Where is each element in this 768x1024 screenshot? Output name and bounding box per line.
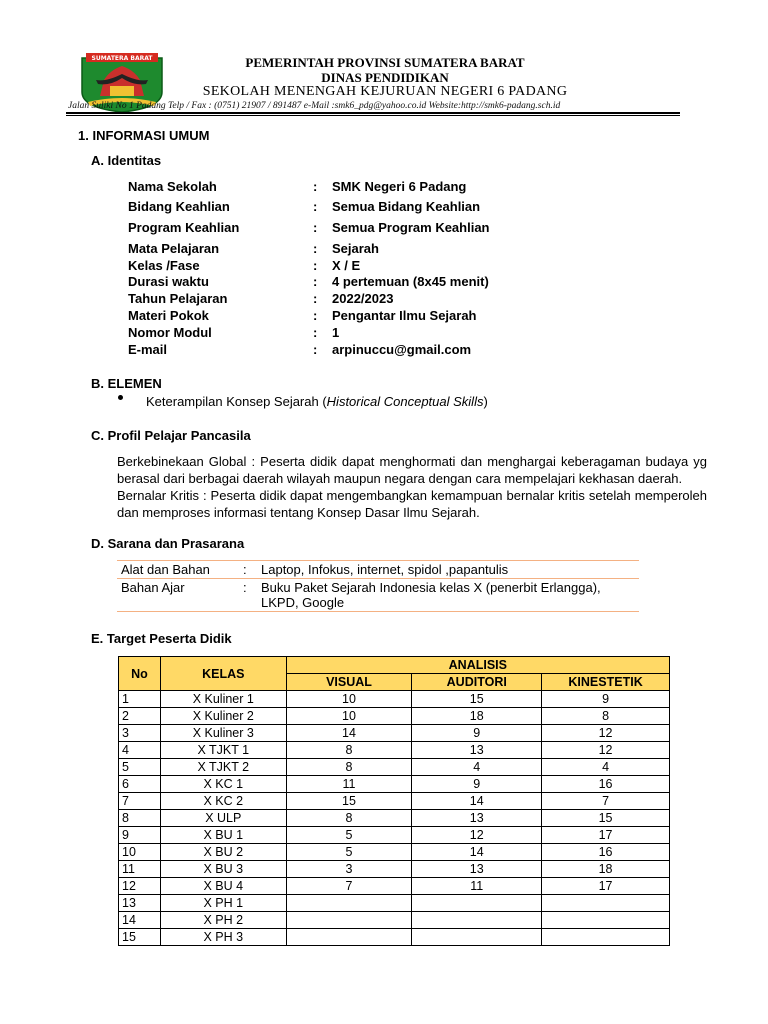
cell-kinestetik: 4 (542, 759, 670, 776)
cell-no: 1 (119, 691, 161, 708)
cell-kelas: X Kuliner 2 (160, 708, 286, 725)
sarana-value: Laptop, Infokus, internet, spidol ,papantulis (257, 561, 639, 579)
cell-no: 10 (119, 844, 161, 861)
profil-heading: C. Profil Pelajar Pancasila (91, 428, 251, 443)
identitas-sep: : (313, 179, 318, 194)
cell-no: 14 (119, 912, 161, 929)
identitas-label: E-mail (128, 342, 168, 357)
elemen-item-italic: Historical Conceptual Skills (326, 394, 484, 409)
table-row (119, 827, 670, 844)
cell-auditori (412, 895, 542, 912)
cell-auditori: 14 (412, 793, 542, 810)
cell-kelas: X ULP (160, 810, 286, 827)
elemen-heading: B. ELEMEN (91, 376, 162, 391)
target-table (118, 656, 670, 946)
identitas-sep: : (313, 199, 318, 214)
table-row (119, 810, 670, 827)
table-row (119, 912, 670, 929)
table-row (117, 561, 639, 579)
identitas-label: Durasi waktu (128, 274, 209, 289)
table-row (119, 708, 670, 725)
sarana-heading: D. Sarana dan Prasarana (91, 536, 245, 551)
cell-auditori: 4 (412, 759, 542, 776)
table-row (119, 742, 670, 759)
cell-no: 6 (119, 776, 161, 793)
cell-visual: 7 (286, 878, 412, 895)
header-no: No (119, 657, 161, 691)
cell-kelas: X TJKT 2 (160, 759, 286, 776)
cell-kelas: X PH 2 (160, 912, 286, 929)
table-row (119, 691, 670, 708)
cell-auditori: 9 (412, 776, 542, 793)
cell-visual: 3 (286, 861, 412, 878)
cell-kinestetik: 12 (542, 742, 670, 759)
cell-no: 11 (119, 861, 161, 878)
elemen-item (146, 394, 488, 409)
table-row (119, 929, 670, 946)
identitas-value: 2022/2023 (332, 291, 394, 306)
cell-no: 13 (119, 895, 161, 912)
sarana-sep: : (239, 561, 257, 579)
identitas-label: Kelas /Fase (128, 258, 200, 273)
header-visual: VISUAL (286, 674, 412, 691)
logo-text: SUMATERA BARAT (91, 55, 153, 62)
cell-kinestetik (542, 895, 670, 912)
identitas-heading: A. Identitas (91, 153, 162, 168)
cell-visual (286, 929, 412, 946)
profil-paragraph-1: Berkebinekaan Global : Peserta didik dapat menghormati dan menghargai keberagaman budaya yg berasal dari berbagai daerah wilayah maupun negara dengan cara mempelajari kekhasan daerah. (117, 454, 707, 486)
cell-kelas: X Kuliner 1 (160, 691, 286, 708)
elemen-item-text: Keterampilan Konsep Sejarah ( (146, 394, 327, 409)
cell-no: 7 (119, 793, 161, 810)
cell-no: 3 (119, 725, 161, 742)
cell-visual: 15 (286, 793, 412, 810)
cell-visual: 14 (286, 725, 412, 742)
cell-auditori: 9 (412, 725, 542, 742)
cell-visual: 5 (286, 827, 412, 844)
cell-no: 5 (119, 759, 161, 776)
table-row (119, 776, 670, 793)
cell-kinestetik: 18 (542, 861, 670, 878)
table-row (119, 844, 670, 861)
table-row (117, 579, 639, 612)
cell-kinestetik: 12 (542, 725, 670, 742)
table-row (119, 895, 670, 912)
cell-no: 15 (119, 929, 161, 946)
cell-visual: 8 (286, 810, 412, 827)
profil-paragraph-2: Bernalar Kritis : Peserta didik dapat mengembangkan kemampuan bernalar kritis setelah memperoleh dan memproses informasi tentang Konsep Dasar Ilmu Sejarah. (117, 488, 707, 520)
letterhead-line-3: SEKOLAH MENENGAH KEJURUAN NEGERI 6 PADANG (202, 84, 568, 99)
cell-kelas: X PH 3 (160, 929, 286, 946)
table-header-row (119, 657, 670, 674)
cell-kelas: X PH 1 (160, 895, 286, 912)
cell-kinestetik (542, 912, 670, 929)
section-title: 1. INFORMASI UMUM (78, 128, 210, 143)
letterhead-rule (66, 112, 680, 114)
letterhead-line-1: PEMERINTAH PROVINSI SUMATERA BARAT (245, 55, 525, 70)
cell-kinestetik: 17 (542, 878, 670, 895)
cell-kinestetik: 7 (542, 793, 670, 810)
cell-kelas: X BU 1 (160, 827, 286, 844)
cell-kinestetik: 15 (542, 810, 670, 827)
letterhead-line-2: DINAS PENDIDIKAN (321, 70, 449, 85)
cell-kelas: X BU 3 (160, 861, 286, 878)
identitas-sep: : (313, 291, 318, 306)
identitas-sep: : (313, 258, 318, 273)
identitas-value: Semua Bidang Keahlian (332, 199, 481, 214)
cell-kelas: X TJKT 1 (160, 742, 286, 759)
bullet-icon (118, 395, 123, 400)
cell-visual: 10 (286, 691, 412, 708)
sarana-sep: : (239, 579, 257, 612)
cell-auditori: 13 (412, 861, 542, 878)
identitas-value: Semua Program Keahlian (332, 220, 490, 235)
identitas-sep: : (313, 325, 318, 340)
header-auditori: AUDITORI (412, 674, 542, 691)
header-kelas: KELAS (160, 657, 286, 691)
cell-auditori: 12 (412, 827, 542, 844)
identitas-value: Sejarah (332, 241, 379, 256)
identitas-sep: : (313, 342, 318, 357)
cell-kelas: X Kuliner 3 (160, 725, 286, 742)
identitas-label: Nomor Modul (128, 325, 212, 340)
identitas-value: Pengantar Ilmu Sejarah (332, 308, 477, 323)
cell-auditori: 18 (412, 708, 542, 725)
target-table-body (119, 691, 670, 946)
cell-auditori (412, 929, 542, 946)
letterhead-address: Jalan Suliki No 1 Padang Telp / Fax : (0751) 21907 / 891487 e-Mail :smk6_pdg@yahoo.co.id Website:http://smk6-padang.sch.id (68, 101, 561, 111)
cell-kelas: X KC 2 (160, 793, 286, 810)
cell-kinestetik (542, 929, 670, 946)
cell-kinestetik: 16 (542, 776, 670, 793)
table-row (119, 759, 670, 776)
target-heading: E. Target Peserta Didik (91, 631, 232, 646)
identitas-label: Mata Pelajaran (128, 241, 220, 256)
identitas-sep: : (313, 241, 318, 256)
identitas-label: Nama Sekolah (128, 179, 217, 194)
elemen-item-suffix: ) (483, 394, 488, 409)
table-row (119, 878, 670, 895)
identitas-sep: : (313, 308, 318, 323)
cell-no: 12 (119, 878, 161, 895)
cell-visual: 8 (286, 759, 412, 776)
identitas-sep: : (313, 220, 318, 235)
sarana-table (117, 560, 639, 612)
identitas-value: arpinuccu@gmail.com (332, 342, 472, 357)
cell-no: 4 (119, 742, 161, 759)
cell-kinestetik: 17 (542, 827, 670, 844)
cell-auditori (412, 912, 542, 929)
cell-visual: 10 (286, 708, 412, 725)
cell-auditori: 15 (412, 691, 542, 708)
identitas-label: Tahun Pelajaran (128, 291, 228, 306)
cell-auditori: 13 (412, 810, 542, 827)
header-analisis: ANALISIS (286, 657, 669, 674)
cell-auditori: 11 (412, 878, 542, 895)
cell-no: 9 (119, 827, 161, 844)
identitas-value: SMK Negeri 6 Padang (332, 179, 467, 194)
sarana-label: Bahan Ajar (117, 579, 239, 612)
cell-kelas: X KC 1 (160, 776, 286, 793)
table-row (119, 725, 670, 742)
cell-visual: 8 (286, 742, 412, 759)
sarana-value: Buku Paket Sejarah Indonesia kelas X (penerbit Erlangga), LKPD, Google (257, 579, 639, 612)
cell-kelas: X BU 4 (160, 878, 286, 895)
cell-auditori: 13 (412, 742, 542, 759)
table-row (119, 793, 670, 810)
header-kinestetik: KINESTETIK (542, 674, 670, 691)
identitas-label: Materi Pokok (128, 308, 209, 323)
cell-visual: 5 (286, 844, 412, 861)
cell-kinestetik: 16 (542, 844, 670, 861)
cell-no: 8 (119, 810, 161, 827)
cell-no: 2 (119, 708, 161, 725)
identitas-label: Bidang Keahlian (128, 199, 230, 214)
cell-kinestetik: 9 (542, 691, 670, 708)
cell-kelas: X BU 2 (160, 844, 286, 861)
identitas-label: Program Keahlian (128, 220, 240, 235)
identitas-value: X / E (332, 258, 361, 273)
identitas-sep: : (313, 274, 318, 289)
letterhead-rule-thin (66, 115, 680, 116)
cell-visual (286, 895, 412, 912)
table-row (119, 861, 670, 878)
cell-auditori: 14 (412, 844, 542, 861)
identitas-value: 1 (332, 325, 340, 340)
identitas-value: 4 pertemuan (8x45 menit) (332, 274, 489, 289)
cell-visual: 11 (286, 776, 412, 793)
cell-kinestetik: 8 (542, 708, 670, 725)
sarana-label: Alat dan Bahan (117, 561, 239, 579)
cell-visual (286, 912, 412, 929)
